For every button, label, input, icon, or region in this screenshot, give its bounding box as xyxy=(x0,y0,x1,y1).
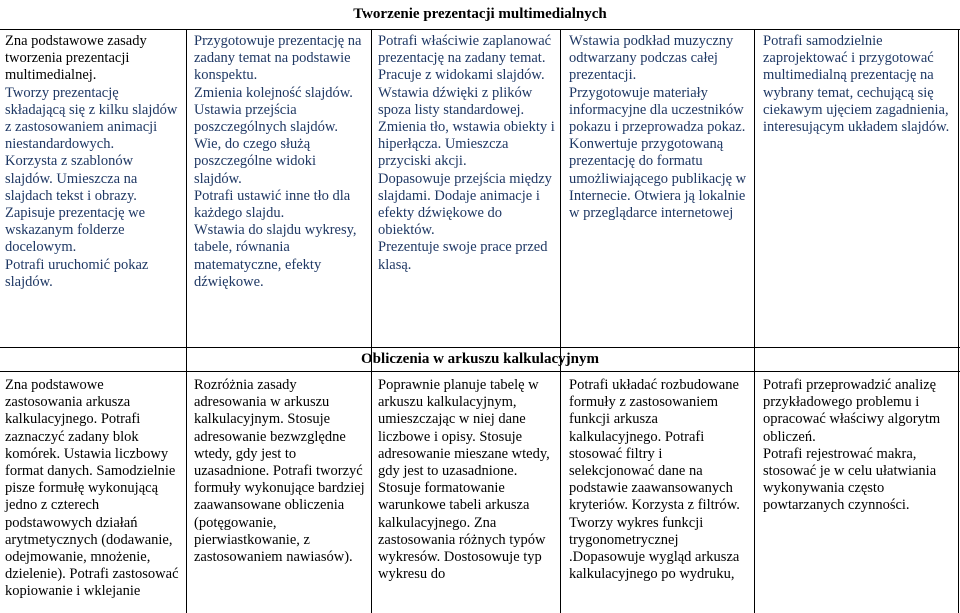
cell-paragraph: Dopasowuje przejścia między slajdami. Dodaje animacje i efekty dźwiękowe do obiektów. xyxy=(378,170,552,239)
s2-col1 xyxy=(5,377,183,601)
s2-col2 xyxy=(194,377,366,566)
table-border-right xyxy=(958,29,959,613)
col-divider-3 xyxy=(560,29,561,613)
cell-paragraph: Potrafi samodzielnie zaprojektować i przygotować multimedialną prezentację na wybrany temat, cechującą się ciekawym ujęciem zagadnienia, interesującym układem slajdów. xyxy=(763,33,950,136)
row-divider-1 xyxy=(0,347,960,348)
cell-paragraph: Przygotowuje materiały informacyjne dla uczestników pokazu i przeprowadza pokaz. xyxy=(569,84,746,136)
s1-col5 xyxy=(763,33,955,136)
row-divider-2 xyxy=(0,371,960,372)
cell-paragraph: Zmienia kolejność slajdów. xyxy=(194,84,353,101)
table-border-top xyxy=(0,29,960,30)
cell-paragraph: Tworzy prezentację składającą się z kilku slajdów z zastosowaniem animacji niestandardowych. xyxy=(5,84,178,153)
section-heading-presentations: Tworzenie prezentacji multimedialnych xyxy=(353,6,607,22)
cell-paragraph: Zmienia tło, wstawia obiekty i hiperłącza. Umieszcza przyciski akcji. xyxy=(378,119,555,170)
col-divider-2 xyxy=(371,29,372,613)
cell-paragraph: Pracuje z widokami slajdów. xyxy=(378,67,545,84)
cell-paragraph: Ustawia przejścia poszczególnych slajdów. xyxy=(194,101,339,136)
section-heading-spreadsheets: Obliczenia w arkuszu kalkulacyjnym xyxy=(361,351,599,367)
cell-paragraph: Potrafi układać rozbudowane formuły z zastosowaniem funkcji arkusza kalkulacyjnego. Potrafi stosować filtry i selekcjonować dane na podstawie zaawansowanych kryteriów. Korzysta z filtrów. Tworzy wykres funkcji trygonometrycznej .Dopasowuje wygląd arkusza kalkulacyjnego po wydruku, xyxy=(569,377,740,583)
s2-col3 xyxy=(378,377,556,583)
s2-col5 xyxy=(763,377,955,515)
s1-col4 xyxy=(569,33,751,222)
col-divider-1 xyxy=(186,29,187,613)
cell-paragraph: Potrafi przeprowadzić analizę przykładowego problemu i opracować właściwy algorytm obliczeń. xyxy=(763,377,941,445)
cell-paragraph: Potrafi rejestrować makra, stosować je w celu ułatwiania wykonywania często powtarzanych czynności. xyxy=(763,445,937,514)
cell-paragraph: Poprawnie planuje tabelę w arkuszu kalkulacyjnym, umieszczając w niej dane liczbowe i opisy. Stosuje adresowanie mieszane wtedy, gdy jest to uzasadnione. Stosuje formatowanie warunkowe tabeli arkusza kalkulacyjnego. Zna zastosowania różnych typów wykresów. Dostosowuje typ wykresu do xyxy=(378,377,550,583)
cell-paragraph: Rozróżnia zasady adresowania w arkuszu kalkulacyjnym. Stosuje adresowanie bezwzględne wtedy, gdy jest to uzasadnione. Potrafi tworzyć formuły wykonujące bardziej zaawansowane obliczenia (potęgowanie, pierwiastkowanie, z zastosowaniem nawiasów). xyxy=(194,377,365,566)
s1-col1 xyxy=(5,33,181,291)
col-divider-4 xyxy=(754,29,755,613)
s2-col4 xyxy=(569,377,751,583)
cell-paragraph: Przygotowuje prezentację na zadany temat na podstawie konspektu. xyxy=(194,33,362,84)
cell-paragraph: Prezentuje swoje prace przed klasą. xyxy=(378,239,548,273)
cell-paragraph: Zna podstawowe zastosowania arkusza kalkulacyjnego. Potrafi zaznaczyć zadany blok komórek. Ustawia liczbowy format danych. Samodzielnie pisze formułę wykonującą jedno z czterech podstawowych działań arytmetycznych (dodawanie, odejmowanie, mnożenie, dzielenie). Potrafi zastosować kopiowanie i wklejanie xyxy=(5,377,179,600)
cell-paragraph: Wstawia dźwięki z plików spoza listy standardowej. xyxy=(378,84,533,118)
cell-paragraph: Potrafi uruchomić pokaz slajdów. xyxy=(5,256,149,290)
cell-paragraph: Zapisuje prezentację we wskazanym folderze docelowym. xyxy=(5,205,146,256)
cell-paragraph: Konwertuje przygotowaną prezentację do formatu umożliwiającego publikację w Internecie. Otwiera ją lokalnie w przeglądarce internetowej xyxy=(569,136,747,222)
cell-paragraph: Wstawia podkład muzyczny odtwarzany podczas całej prezentacji. xyxy=(569,33,734,84)
cell-paragraph: Potrafi właściwie zaplanować prezentację na zadany temat. xyxy=(378,33,552,67)
s1-col3 xyxy=(378,33,556,274)
cell-paragraph: Wstawia do slajdu wykresy, tabele, równania matematyczne, efekty dźwiękowe. xyxy=(194,222,357,290)
cell-paragraph: Korzysta z szablonów slajdów. Umieszcza na slajdach tekst i obrazy. xyxy=(5,153,138,204)
cell-paragraph: Potrafi ustawić inne tło dla każdego slajdu. xyxy=(194,187,351,222)
cell-paragraph: Wie, do czego służą poszczególne widoki slajdów. xyxy=(194,136,317,187)
s1-col2 xyxy=(194,33,366,291)
cell-paragraph: Zna podstawowe zasady tworzenia prezentacji multimedialnej. xyxy=(5,33,147,84)
